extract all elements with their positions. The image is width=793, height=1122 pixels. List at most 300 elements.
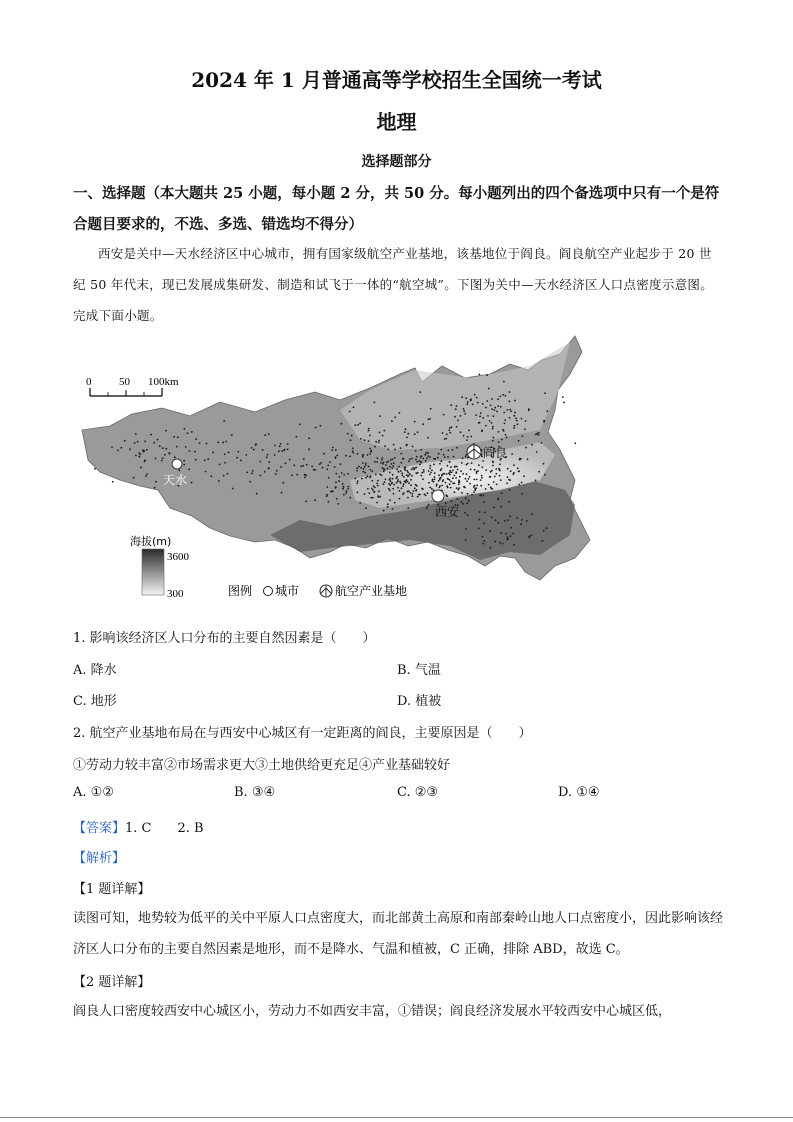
- population-dot: [514, 425, 516, 427]
- population-dot: [377, 457, 379, 459]
- population-dot: [391, 420, 393, 422]
- population-dot: [339, 476, 341, 478]
- population-dot: [459, 476, 461, 478]
- population-dot: [509, 409, 511, 411]
- population-dot: [274, 445, 276, 447]
- population-dot: [410, 492, 412, 494]
- population-dot: [364, 466, 366, 468]
- population-dot: [496, 411, 498, 413]
- population-dot: [412, 495, 414, 497]
- population-dot: [191, 482, 193, 484]
- population-dot: [475, 414, 477, 416]
- population-dot: [450, 487, 452, 489]
- population-dot: [400, 453, 402, 455]
- population-dot: [448, 429, 450, 431]
- population-dot: [544, 392, 546, 394]
- population-dot: [345, 455, 347, 457]
- population-dot: [438, 474, 440, 476]
- population-dot: [264, 471, 266, 473]
- population-dot: [510, 470, 512, 472]
- population-dot: [425, 460, 427, 462]
- population-dot: [305, 501, 307, 503]
- population-dot: [410, 479, 412, 481]
- population-dot: [437, 457, 439, 459]
- population-dot: [359, 502, 361, 504]
- population-dot: [440, 477, 442, 479]
- population-dot: [227, 473, 229, 475]
- population-dot: [467, 514, 469, 516]
- scale-tick-0: 0: [86, 376, 92, 388]
- population-dot: [466, 480, 468, 482]
- population-dot: [455, 472, 457, 474]
- population-dot: [486, 400, 488, 402]
- population-dot: [369, 435, 371, 437]
- population-dot: [449, 483, 451, 485]
- population-dot: [526, 520, 528, 522]
- population-dot: [460, 470, 462, 472]
- population-dot: [378, 442, 380, 444]
- population-dot: [383, 483, 385, 485]
- population-dot: [357, 480, 359, 482]
- analysis-tag: 【解析】: [73, 851, 126, 866]
- population-dot: [402, 458, 404, 460]
- population-dot: [320, 425, 322, 427]
- population-dot: [482, 494, 484, 496]
- population-dot: [429, 465, 431, 467]
- population-dot: [422, 478, 424, 480]
- answer-line: [73, 817, 204, 836]
- population-dot: [358, 466, 360, 468]
- population-dot: [397, 487, 399, 489]
- population-dot: [388, 461, 390, 463]
- population-dot: [368, 492, 370, 494]
- population-dot: [364, 439, 366, 441]
- population-dot: [476, 397, 478, 399]
- population-dot: [187, 432, 189, 434]
- population-dot: [359, 422, 361, 424]
- population-dot: [520, 523, 522, 525]
- population-dot: [518, 470, 520, 472]
- population-dot: [387, 506, 389, 508]
- population-dot: [369, 453, 371, 455]
- xian-city-marker: [432, 490, 444, 502]
- population-dot: [356, 482, 358, 484]
- population-dot: [546, 527, 548, 529]
- aviation-base-icon: [467, 445, 481, 459]
- population-dot: [338, 480, 340, 482]
- population-dot: [509, 479, 511, 481]
- population-dot: [478, 528, 480, 530]
- population-dot: [489, 420, 491, 422]
- population-dot: [492, 461, 494, 463]
- population-dot: [112, 481, 114, 483]
- population-dot: [369, 448, 371, 450]
- population-dot: [176, 446, 178, 448]
- population-dot: [183, 464, 185, 466]
- population-dot: [541, 442, 543, 444]
- q2-option-a: A. ①②: [73, 785, 114, 800]
- population-dot: [442, 480, 444, 482]
- population-dot: [457, 489, 459, 491]
- population-dot: [405, 466, 407, 468]
- population-dot: [538, 471, 540, 473]
- population-dot: [352, 450, 354, 452]
- q2-option-b: B. ③④: [234, 785, 276, 800]
- population-dot: [505, 434, 507, 436]
- population-dot: [381, 459, 383, 461]
- population-dot: [456, 447, 458, 449]
- population-dot: [401, 472, 403, 474]
- population-dot: [134, 442, 136, 444]
- population-dot: [153, 442, 155, 444]
- population-dot: [375, 474, 377, 476]
- population-dot: [385, 464, 387, 466]
- population-dot: [184, 428, 186, 430]
- population-dot: [223, 420, 225, 422]
- population-dot: [499, 396, 501, 398]
- population-dot: [465, 497, 467, 499]
- exam-title: 2024 年 1 月普通高等学校招生全国统一考试: [191, 68, 602, 92]
- population-dot: [387, 468, 389, 470]
- population-dot: [374, 461, 376, 463]
- population-dot: [422, 458, 424, 460]
- population-dot: [506, 437, 508, 439]
- population-dot: [326, 495, 328, 497]
- population-dot: [377, 485, 379, 487]
- population-dot: [514, 412, 516, 414]
- population-dot: [336, 498, 338, 500]
- q2-option-c: C. ②③: [397, 785, 439, 800]
- population-dot: [394, 449, 396, 451]
- population-dot: [493, 507, 495, 509]
- population-dot: [471, 494, 473, 496]
- population-dot: [347, 488, 349, 490]
- population-dot: [466, 503, 468, 505]
- population-dot: [419, 464, 421, 466]
- population-dot: [468, 500, 470, 502]
- population-dot: [485, 488, 487, 490]
- detail-2-text: 阎良人口密度较西安中心城区小，劳动力不如西安丰富，①错误；阎良经济发展水平较西安中心城区低，: [73, 1004, 672, 1019]
- population-dot: [491, 422, 493, 424]
- population-dot: [429, 467, 431, 469]
- population-dot: [429, 418, 431, 420]
- population-dot: [139, 456, 141, 458]
- population-dot: [454, 491, 456, 493]
- population-dot: [527, 458, 529, 460]
- population-dot: [382, 463, 384, 465]
- scale-tick-100: 100km: [148, 376, 179, 388]
- population-dot: [360, 467, 362, 469]
- population-dot: [465, 539, 467, 541]
- population-dot: [456, 405, 458, 407]
- population-dot: [500, 406, 502, 408]
- population-dot: [282, 482, 284, 484]
- population-dot: [490, 476, 492, 478]
- population-dot: [512, 473, 514, 475]
- population-dot: [444, 456, 446, 458]
- population-dot: [442, 432, 444, 434]
- population-dot: [495, 468, 497, 470]
- population-dot: [463, 486, 465, 488]
- population-dot: [413, 490, 415, 492]
- population-dot: [481, 477, 483, 479]
- population-dot: [509, 417, 511, 419]
- population-dot: [466, 403, 468, 405]
- population-dot: [379, 432, 381, 434]
- population-dot: [543, 463, 545, 465]
- population-dot: [283, 450, 285, 452]
- population-dot: [434, 476, 436, 478]
- population-dot: [394, 502, 396, 504]
- population-dot: [334, 466, 336, 468]
- population-dot: [487, 415, 489, 417]
- population-dot: [408, 482, 410, 484]
- population-dot: [531, 535, 533, 537]
- population-dot: [485, 469, 487, 471]
- population-dot: [455, 477, 457, 479]
- population-dot: [521, 493, 523, 495]
- population-dot: [517, 467, 519, 469]
- population-dot: [463, 435, 465, 437]
- population-dot: [450, 404, 452, 406]
- population-dot: [506, 482, 508, 484]
- population-dot: [194, 451, 196, 453]
- population-dot: [494, 541, 496, 543]
- population-dot: [207, 458, 209, 460]
- population-dot: [370, 497, 372, 499]
- population-dot: [404, 468, 406, 470]
- population-dot: [212, 452, 214, 454]
- population-dot: [498, 468, 500, 470]
- population-dot: [150, 434, 152, 436]
- population-dot: [490, 547, 492, 549]
- population-dot: [467, 436, 469, 438]
- population-dot: [429, 456, 431, 458]
- population-dot: [507, 468, 509, 470]
- population-dot: [493, 437, 495, 439]
- population-dot: [407, 433, 409, 435]
- population-dot: [343, 494, 345, 496]
- population-dot: [293, 464, 295, 466]
- population-dot: [144, 440, 146, 442]
- population-dot: [351, 435, 353, 437]
- population-dot: [482, 460, 484, 462]
- population-dot: [523, 475, 525, 477]
- population-dot: [481, 431, 483, 433]
- population-dot: [384, 481, 386, 483]
- population-dot: [356, 467, 358, 469]
- population-dot: [389, 472, 391, 474]
- population-dot: [411, 458, 413, 460]
- population-dot: [441, 475, 443, 477]
- population-dot: [516, 517, 518, 519]
- population-dot: [400, 470, 402, 472]
- population-dot: [133, 477, 135, 479]
- population-dot: [490, 487, 492, 489]
- population-dot: [287, 443, 289, 445]
- population-dot: [406, 474, 408, 476]
- population-dot: [479, 374, 481, 376]
- population-dot: [544, 474, 546, 476]
- population-dot: [461, 396, 463, 398]
- population-dot: [521, 418, 523, 420]
- population-dot: [476, 484, 478, 486]
- population-dot: [352, 447, 354, 449]
- population-dot: [347, 433, 349, 435]
- population-dot: [372, 497, 374, 499]
- population-dot: [400, 482, 402, 484]
- population-dot: [469, 483, 471, 485]
- population-dot: [513, 544, 515, 546]
- population-dot: [369, 477, 371, 479]
- population-dot: [508, 501, 510, 503]
- population-dot: [502, 429, 504, 431]
- question-1-stem: 1. 影响该经济区人口分布的主要自然因素是（ ）: [73, 631, 376, 646]
- population-dot: [210, 475, 212, 477]
- population-dot: [329, 461, 331, 463]
- legend-aviation-icon: [320, 585, 332, 597]
- population-dot: [458, 483, 460, 485]
- population-dot: [335, 487, 337, 489]
- population-dot: [510, 535, 512, 537]
- population-dot: [449, 471, 451, 473]
- population-dot: [429, 487, 431, 489]
- population-dot: [335, 457, 337, 459]
- q2-option-d: D. ①④: [558, 785, 600, 800]
- population-dot: [387, 448, 389, 450]
- population-dot: [393, 444, 395, 446]
- population-dot: [492, 465, 494, 467]
- population-dot: [327, 465, 329, 467]
- population-dot: [412, 446, 414, 448]
- population-dot: [408, 460, 410, 462]
- population-dot: [357, 424, 359, 426]
- population-dot: [349, 497, 351, 499]
- population-dot: [414, 421, 416, 423]
- population-dot: [510, 527, 512, 529]
- population-dot: [278, 450, 280, 452]
- population-dot: [372, 489, 374, 491]
- population-dot: [482, 417, 484, 419]
- population-dot: [485, 425, 487, 427]
- population-dot: [365, 464, 367, 466]
- population-dot: [491, 398, 493, 400]
- population-dot: [415, 484, 417, 486]
- population-dot: [173, 436, 175, 438]
- population-dot: [442, 473, 444, 475]
- q1-option-c: C. 地形: [73, 694, 117, 709]
- population-dot: [407, 491, 409, 493]
- population-dot: [383, 471, 385, 473]
- population-dot: [439, 463, 441, 465]
- population-dot: [379, 496, 381, 498]
- population-dot: [524, 428, 526, 430]
- population-dot: [538, 432, 540, 434]
- population-dot: [291, 474, 293, 476]
- population-dot: [285, 462, 287, 464]
- population-dot: [337, 503, 339, 505]
- population-dot: [449, 461, 451, 463]
- population-dot: [427, 506, 429, 508]
- population-dot: [401, 487, 403, 489]
- population-dot: [373, 491, 375, 493]
- population-dot: [161, 460, 163, 462]
- population-dot: [274, 454, 276, 456]
- population-dot: [421, 472, 423, 474]
- population-dot: [422, 423, 424, 425]
- population-dot: [501, 492, 503, 494]
- population-dot: [386, 461, 388, 463]
- population-dot: [493, 409, 495, 411]
- population-dot: [491, 488, 493, 490]
- population-dot: [428, 504, 430, 506]
- population-dot: [306, 464, 308, 466]
- population-dot: [383, 510, 385, 512]
- population-dot: [433, 458, 435, 460]
- population-dot: [322, 467, 324, 469]
- population-dot: [376, 483, 378, 485]
- population-dot: [415, 459, 417, 461]
- population-dot: [399, 490, 401, 492]
- population-dot: [335, 449, 337, 451]
- population-dot: [488, 484, 490, 486]
- population-dot: [466, 473, 468, 475]
- population-dot: [424, 493, 426, 495]
- population-dot: [501, 439, 503, 441]
- q1-option-b: B. 气温: [397, 663, 441, 678]
- population-dot: [518, 484, 520, 486]
- legend-city: 城市: [275, 584, 300, 598]
- population-dot: [223, 475, 225, 477]
- population-dot: [392, 458, 394, 460]
- population-dot: [155, 481, 157, 483]
- population-dot: [457, 469, 459, 471]
- population-dot: [468, 430, 470, 432]
- population-dot: [453, 475, 455, 477]
- population-dot: [379, 415, 381, 417]
- population-dot: [222, 442, 224, 444]
- population-dot: [232, 488, 234, 490]
- xian-label: 西安: [435, 505, 460, 519]
- population-dot: [507, 476, 509, 478]
- population-dot: [393, 462, 395, 464]
- detail-2-heading: 【2 题详解】: [73, 975, 151, 990]
- population-dot: [485, 407, 487, 409]
- population-dot: [505, 533, 507, 535]
- population-dot: [335, 473, 337, 475]
- population-dot: [447, 487, 449, 489]
- population-dot: [440, 460, 442, 462]
- population-dot: [394, 416, 396, 418]
- population-dot: [416, 461, 418, 463]
- population-dot: [177, 437, 179, 439]
- population-dot: [146, 449, 148, 451]
- population-dot: [262, 449, 264, 451]
- population-dot: [528, 409, 530, 411]
- answer-tag: 【答案】: [73, 821, 126, 836]
- population-dot: [490, 405, 492, 407]
- population-dot: [328, 477, 330, 479]
- population-dot: [371, 488, 373, 490]
- population-dot: [402, 485, 404, 487]
- population-dot: [287, 449, 289, 451]
- population-dot: [462, 503, 464, 505]
- population-dot: [154, 487, 156, 489]
- population-dot: [218, 480, 220, 482]
- population-dot: [543, 530, 545, 532]
- population-dot: [483, 523, 485, 525]
- population-dot: [531, 513, 533, 515]
